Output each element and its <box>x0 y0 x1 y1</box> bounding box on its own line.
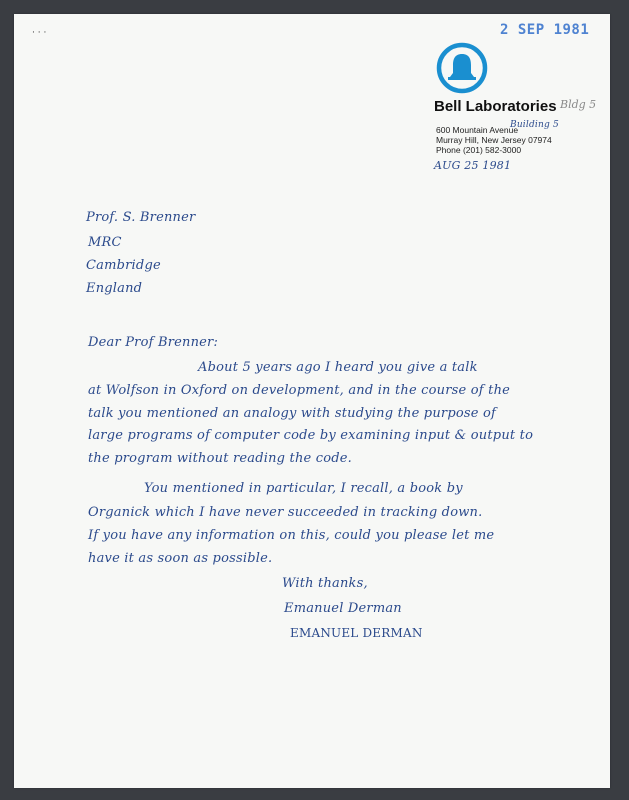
body-line: at Wolfson in Oxford on development, and in the course of the <box>88 383 511 398</box>
salutation: Dear Prof Brenner: <box>88 335 219 350</box>
letterhead-address-2: Murray Hill, New Jersey 07974 <box>436 135 552 145</box>
body-line: large programs of computer code by examining input & output to <box>88 428 534 443</box>
recipient-line: Cambridge <box>86 258 161 273</box>
body-line: You mentioned in particular, I recall, a book by <box>144 481 463 496</box>
handwritten-date: AUG 25 1981 <box>434 159 512 172</box>
recipient-line: MRC <box>88 235 122 250</box>
date-stamp: 2 SEP 1981 <box>500 22 590 38</box>
letterhead-phone: Phone (201) 582-3000 <box>436 145 522 155</box>
pencil-note: Bldg 5 <box>560 98 597 111</box>
letter-page <box>14 14 610 788</box>
body-line: If you have any information on this, could you please let me <box>88 528 495 543</box>
body-line: Organick which I have never succeeded in tracking down. <box>88 505 483 520</box>
recipient-line: Prof. S. Brenner <box>86 210 196 225</box>
bell-icon <box>436 42 488 94</box>
letterhead-address-1: 600 Mountain Avenue <box>436 125 519 135</box>
body-line: the program without reading the code. <box>88 451 353 466</box>
building-note: Building 5 <box>510 120 559 130</box>
corner-marks: · · · <box>32 28 47 38</box>
signature: Emanuel Derman <box>284 601 402 616</box>
body-line: talk you mentioned an analogy with studying the purpose of <box>88 406 496 421</box>
printed-name: EMANUEL DERMAN <box>290 626 423 640</box>
body-line: About 5 years ago I heard you give a talk <box>198 360 478 375</box>
body-line: have it as soon as possible. <box>88 551 273 566</box>
letterhead-name: Bell Laboratories <box>434 98 557 115</box>
recipient-line: England <box>86 281 143 296</box>
closing: With thanks, <box>282 576 368 591</box>
